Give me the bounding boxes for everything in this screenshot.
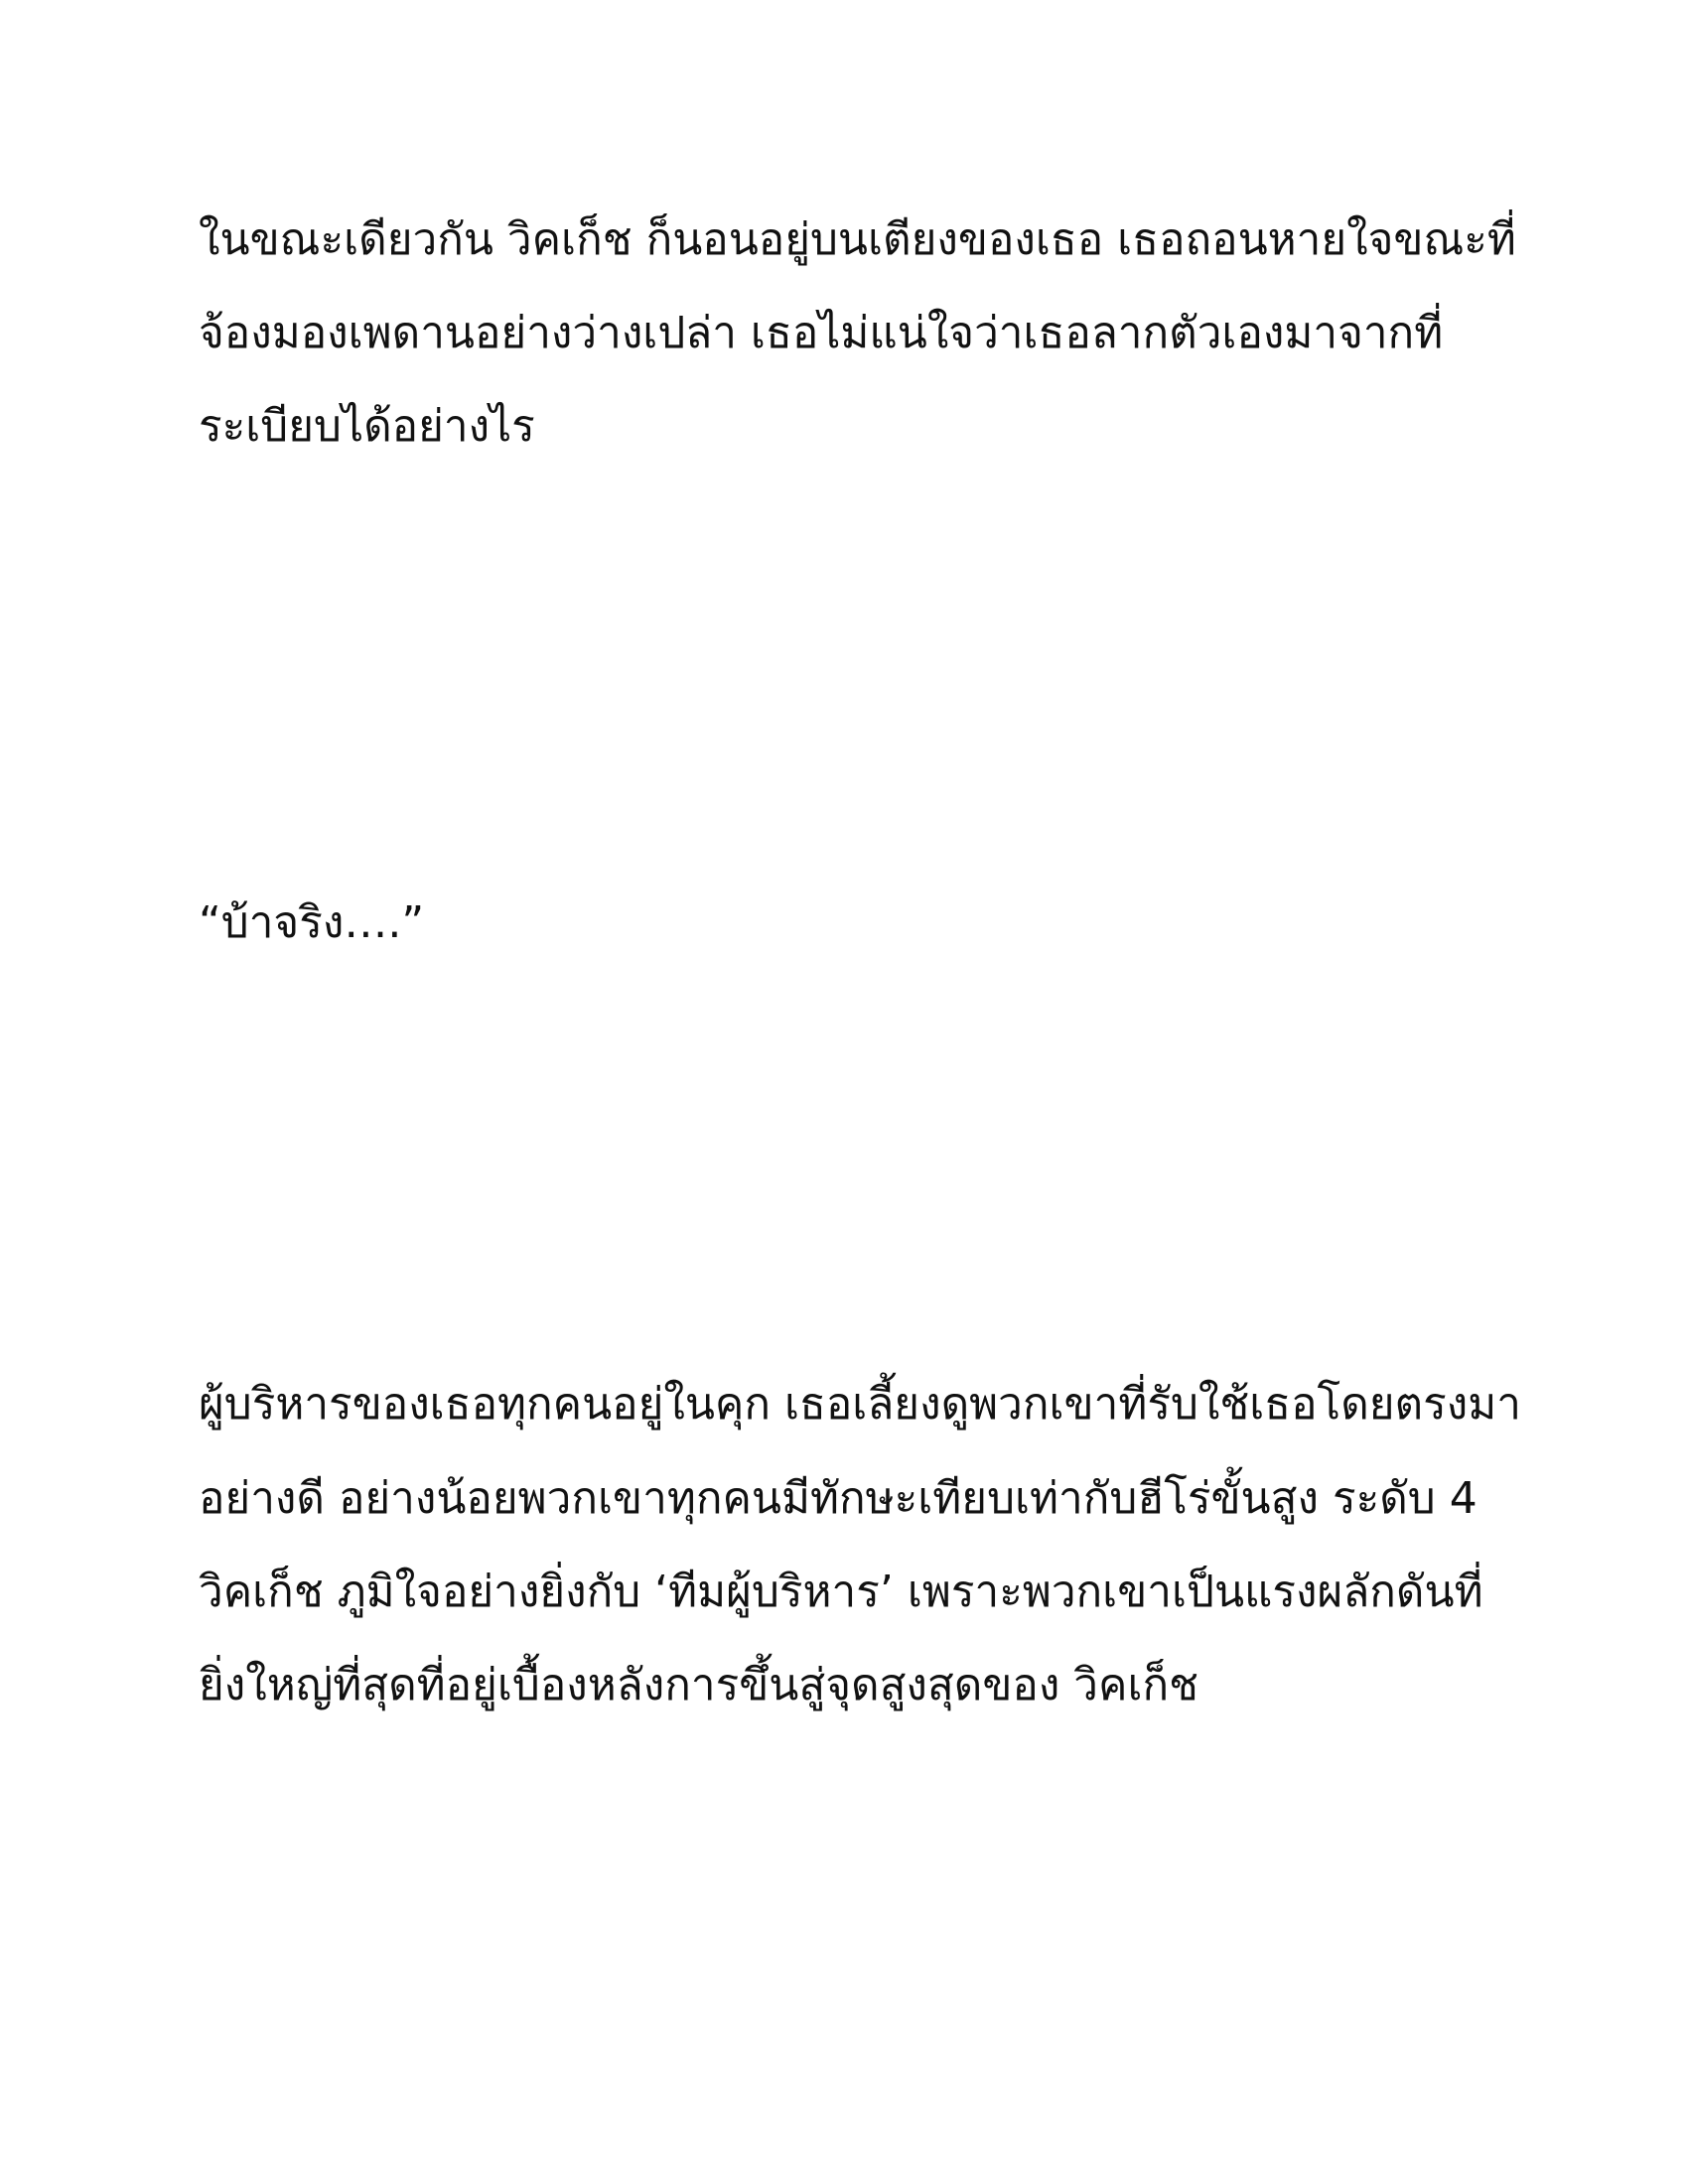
paragraph-2-line-2: อย่างดี อย่างน้อยพวกเขาทุกคนมีทักษะเทียบเท่ากับฮีโร่ขั้นสูง ระดับ 4 bbox=[199, 1473, 1477, 1524]
paragraph-2-line-3: วิคเก็ช ภูมิใจอย่างยิ่งกับ ‘ทีมผู้บริหาร’ เพราะพวกเขาเป็นแรงผลักดันที่ bbox=[199, 1567, 1483, 1617]
dialogue-line: “บ้าจริง….” bbox=[199, 897, 425, 948]
paragraph-2-line-1: ผู้บริหารของเธอทุกคนอยู่ในคุก เธอเลี้ยงดูพวกเขาที่รับใช้เธอโดยตรงมา bbox=[199, 1379, 1521, 1430]
paragraph-2-line-4: ยิ่งใหญ่ที่สุดที่อยู่เบื้องหลังการขึ้นสู่จุดสูงสุดของ วิคเก็ช bbox=[199, 1660, 1198, 1710]
paragraph-1-line-1: ในขณะเดียวกัน วิคเก็ช ก็นอนอยู่บนเตียงของเธอ เธอถอนหายใจขณะที่ bbox=[199, 214, 1516, 265]
paragraph-1-line-3: ระเบียบได้อย่างไร bbox=[199, 401, 535, 452]
paragraph-1-line-2: จ้องมองเพดานอย่างว่างเปล่า เธอไม่แน่ใจว่าเธอลากตัวเองมาจากที่ bbox=[199, 308, 1444, 358]
